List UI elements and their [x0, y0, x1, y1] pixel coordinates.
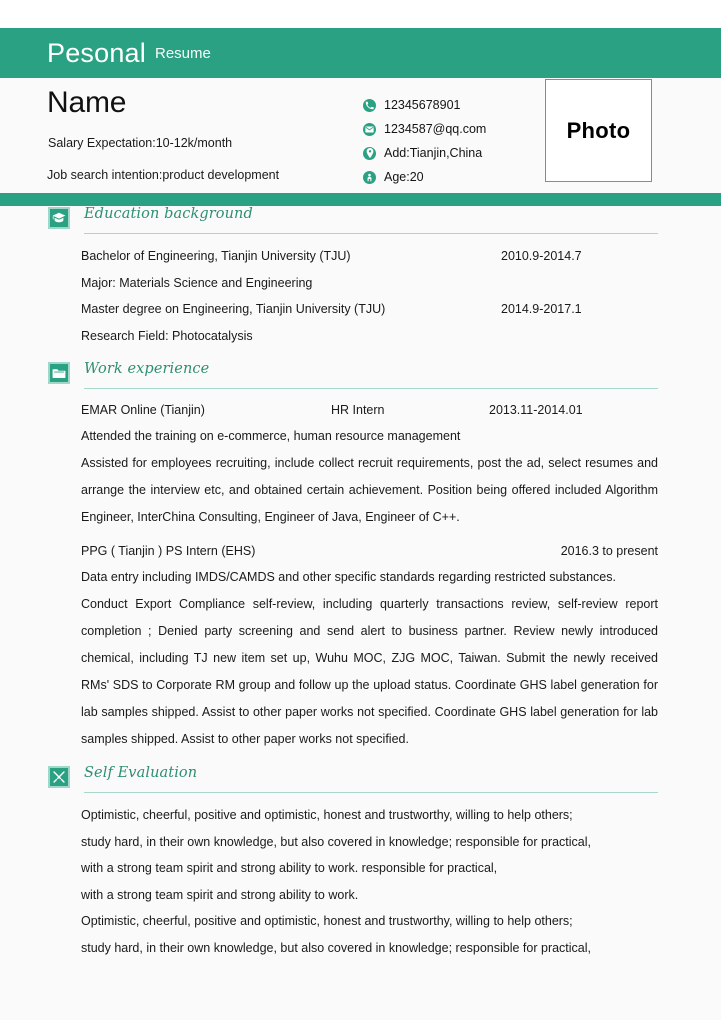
photo-placeholder	[545, 79, 652, 182]
section-title-evaluation: Self Evaluation	[84, 765, 198, 781]
job-entry	[81, 539, 658, 753]
section-header-work	[48, 361, 658, 389]
job-search-intention: Job search intention:product development	[47, 168, 280, 182]
resume-body	[0, 206, 721, 961]
contact-row-email	[363, 117, 538, 141]
job-date: 2013.11-2014.01	[489, 403, 583, 417]
section-body-work	[81, 389, 658, 753]
identity-block	[0, 78, 721, 193]
email-icon	[363, 123, 376, 136]
job-header	[81, 398, 658, 423]
resume-title-sub: Resume	[154, 44, 211, 62]
graduation-cap-icon	[48, 207, 70, 229]
education-row	[81, 323, 658, 350]
contact-row-phone	[363, 93, 538, 117]
job-role: HR Intern	[331, 403, 385, 417]
section-header-evaluation	[48, 765, 658, 793]
job-header	[81, 539, 658, 564]
section-self-evaluation	[0, 765, 721, 961]
education-date: 2010.9-2014.7	[501, 249, 582, 263]
section-header-education	[48, 206, 658, 234]
job-description: Assisted for employees recruiting, include collect recruit requirements, post the ad, select resumes and arrange the interview etc, and obtained certain achievement. Position being offered included Algorithm Engineer, InterChina Consulting, Engineer of Java, Engineer of C++.	[81, 456, 658, 524]
job-date: 2016.3 to present	[560, 544, 658, 558]
contact-list	[363, 93, 538, 189]
section-body-evaluation	[81, 793, 658, 961]
resume-title-main: Pesonal	[47, 37, 146, 68]
salary-expectation: Salary Expectation:10-12k/month	[48, 136, 233, 150]
section-rule-work	[84, 388, 658, 389]
education-degree: Research Field: Photocatalysis	[81, 328, 253, 343]
job-company: PPG ( Tianjin ) PS Intern (EHS)	[81, 544, 256, 558]
job-company: EMAR Online (Tianjin)	[81, 403, 205, 417]
top-white-strip	[0, 0, 721, 28]
section-body-education	[81, 234, 658, 349]
section-work-experience	[0, 361, 721, 753]
evaluation-line: Optimistic, cheerful, positive and optimistic, honest and trustworthy, willing to help others;	[81, 808, 573, 822]
education-date: 2014.9-2017.1	[501, 302, 582, 316]
education-row	[81, 296, 658, 323]
evaluation-line: study hard, in their own knowledge, but also covered in knowledge; responsible for practical,	[81, 834, 592, 849]
section-title-education: Education background	[84, 206, 253, 222]
section-title-work: Work experience	[84, 361, 210, 377]
evaluation-line: with a strong team spirit and strong ability to work. responsible for practical,	[81, 861, 498, 875]
evaluation-line: with a strong team spirit and strong ability to work.	[81, 887, 359, 902]
location-pin-icon	[363, 147, 376, 160]
section-rule-education	[84, 233, 658, 234]
candidate-name: Name	[47, 86, 127, 119]
job-description: Conduct Export Compliance self-review, including quarterly transactions review, self-review report completion ; Denied party screening and send alert to business partner. Review newly introduced chemical, including TJ new item set up, Wuhu MOC, ZJG MOC, Taiwan. Submit the newly received RMs' SDS to Corporate RM group and follow up the upload status. Coordinate GHS label generation for lab samples shipped. Assist to other paper works not specified. Coordinate GHS label generation for lab samples shipped. Assist to other paper works not specified.	[81, 597, 658, 746]
contact-row-age	[363, 165, 538, 189]
education-row	[81, 243, 658, 270]
tools-icon	[48, 766, 70, 788]
section-rule-evaluation	[84, 792, 658, 793]
education-degree: Major: Materials Science and Engineering	[81, 275, 313, 290]
person-icon	[363, 171, 376, 184]
phone-icon	[363, 99, 376, 112]
job-line: Attended the training on e-commerce, human resource management	[81, 429, 461, 443]
contact-value-email: 1234587@qq.com	[384, 122, 487, 136]
contact-value-phone: 12345678901	[384, 98, 461, 112]
section-education	[0, 206, 721, 349]
education-row	[81, 270, 658, 297]
folder-icon	[48, 362, 70, 384]
education-degree: Master degree on Engineering, Tianjin University (TJU)	[81, 302, 386, 316]
job-entry	[81, 398, 658, 531]
green-divider-bar	[0, 193, 721, 206]
education-degree: Bachelor of Engineering, Tianjin University (TJU)	[81, 249, 351, 263]
evaluation-line: study hard, in their own knowledge, but also covered in knowledge; responsible for practical,	[81, 940, 592, 955]
contact-row-address	[363, 141, 538, 165]
job-line: Data entry including IMDS/CAMDS and other specific standards regarding restricted substances.	[81, 570, 616, 584]
photo-label: Photo	[566, 117, 631, 143]
contact-value-address: Add:Tianjin,China	[384, 146, 483, 160]
evaluation-line: Optimistic, cheerful, positive and optimistic, honest and trustworthy, willing to help others;	[81, 914, 573, 928]
contact-value-age: Age:20	[384, 170, 424, 184]
resume-title-banner	[0, 28, 721, 78]
